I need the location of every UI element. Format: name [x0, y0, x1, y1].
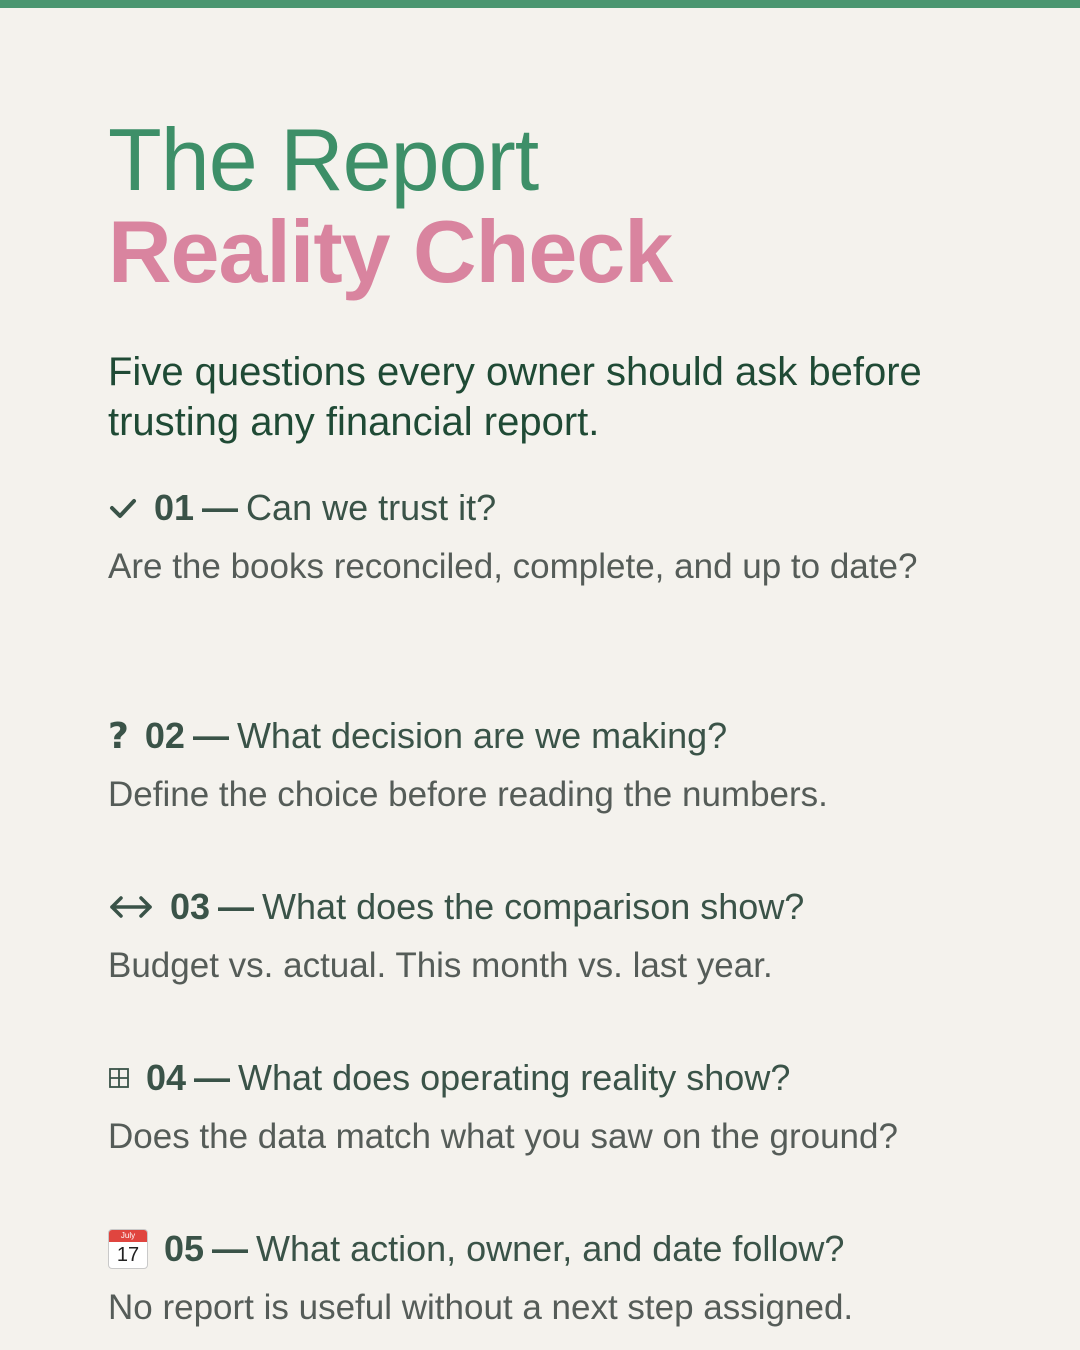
question-header: [108, 1223, 1008, 1275]
question-dash: —: [194, 1057, 231, 1098]
question-title: What does the comparison show?: [262, 886, 805, 927]
title-line-1: The Report: [108, 110, 539, 209]
question-header: [108, 881, 1008, 933]
question-title: What decision are we making?: [236, 715, 728, 756]
question-title: What action, owner, and date follow?: [256, 1228, 845, 1269]
calendar-icon: [108, 1223, 148, 1275]
title-line-2: Reality Check: [108, 202, 673, 301]
question-header: [108, 1052, 1008, 1104]
question-title: What does operating reality show?: [238, 1057, 791, 1098]
top-accent-bar: [0, 0, 1080, 8]
question-body: Budget vs. actual. This month vs. last year.: [108, 946, 773, 985]
question-dash: —: [202, 487, 239, 528]
question-mark-icon: ?: [108, 715, 129, 757]
question-header: [108, 482, 1008, 534]
question-item-02: [108, 710, 1008, 823]
subtitle: Five questions every owner should ask before trusting any financial report.: [108, 350, 922, 444]
question-dash: —: [218, 886, 255, 927]
question-number: 03: [170, 886, 211, 927]
question-body: Are the books reconciled, complete, and up to date?: [108, 547, 918, 586]
question-item-03: [108, 881, 1008, 994]
question-number: 02: [144, 715, 185, 756]
calendar-day: 17: [116, 1244, 140, 1266]
question-number: 01: [154, 487, 195, 528]
question-item-05: [108, 1223, 1008, 1336]
question-title: Can we trust it?: [246, 487, 497, 528]
question-number: 05: [164, 1228, 205, 1269]
question-item-01: [108, 482, 1008, 595]
question-number: 04: [146, 1057, 187, 1098]
question-header: [108, 710, 1008, 762]
calendar-month: July: [109, 1230, 147, 1242]
question-body: Does the data match what you saw on the ground?: [108, 1117, 898, 1156]
left-right-arrow-icon: [108, 881, 154, 933]
question-body: Define the choice before reading the numbers.: [108, 775, 828, 814]
question-dash: —: [212, 1228, 249, 1269]
checkmark-icon: [108, 482, 138, 534]
grid-icon: [108, 1052, 130, 1104]
question-dash: —: [192, 715, 229, 756]
question-body: No report is useful without a next step assigned.: [108, 1288, 854, 1327]
question-item-04: [108, 1052, 1008, 1165]
